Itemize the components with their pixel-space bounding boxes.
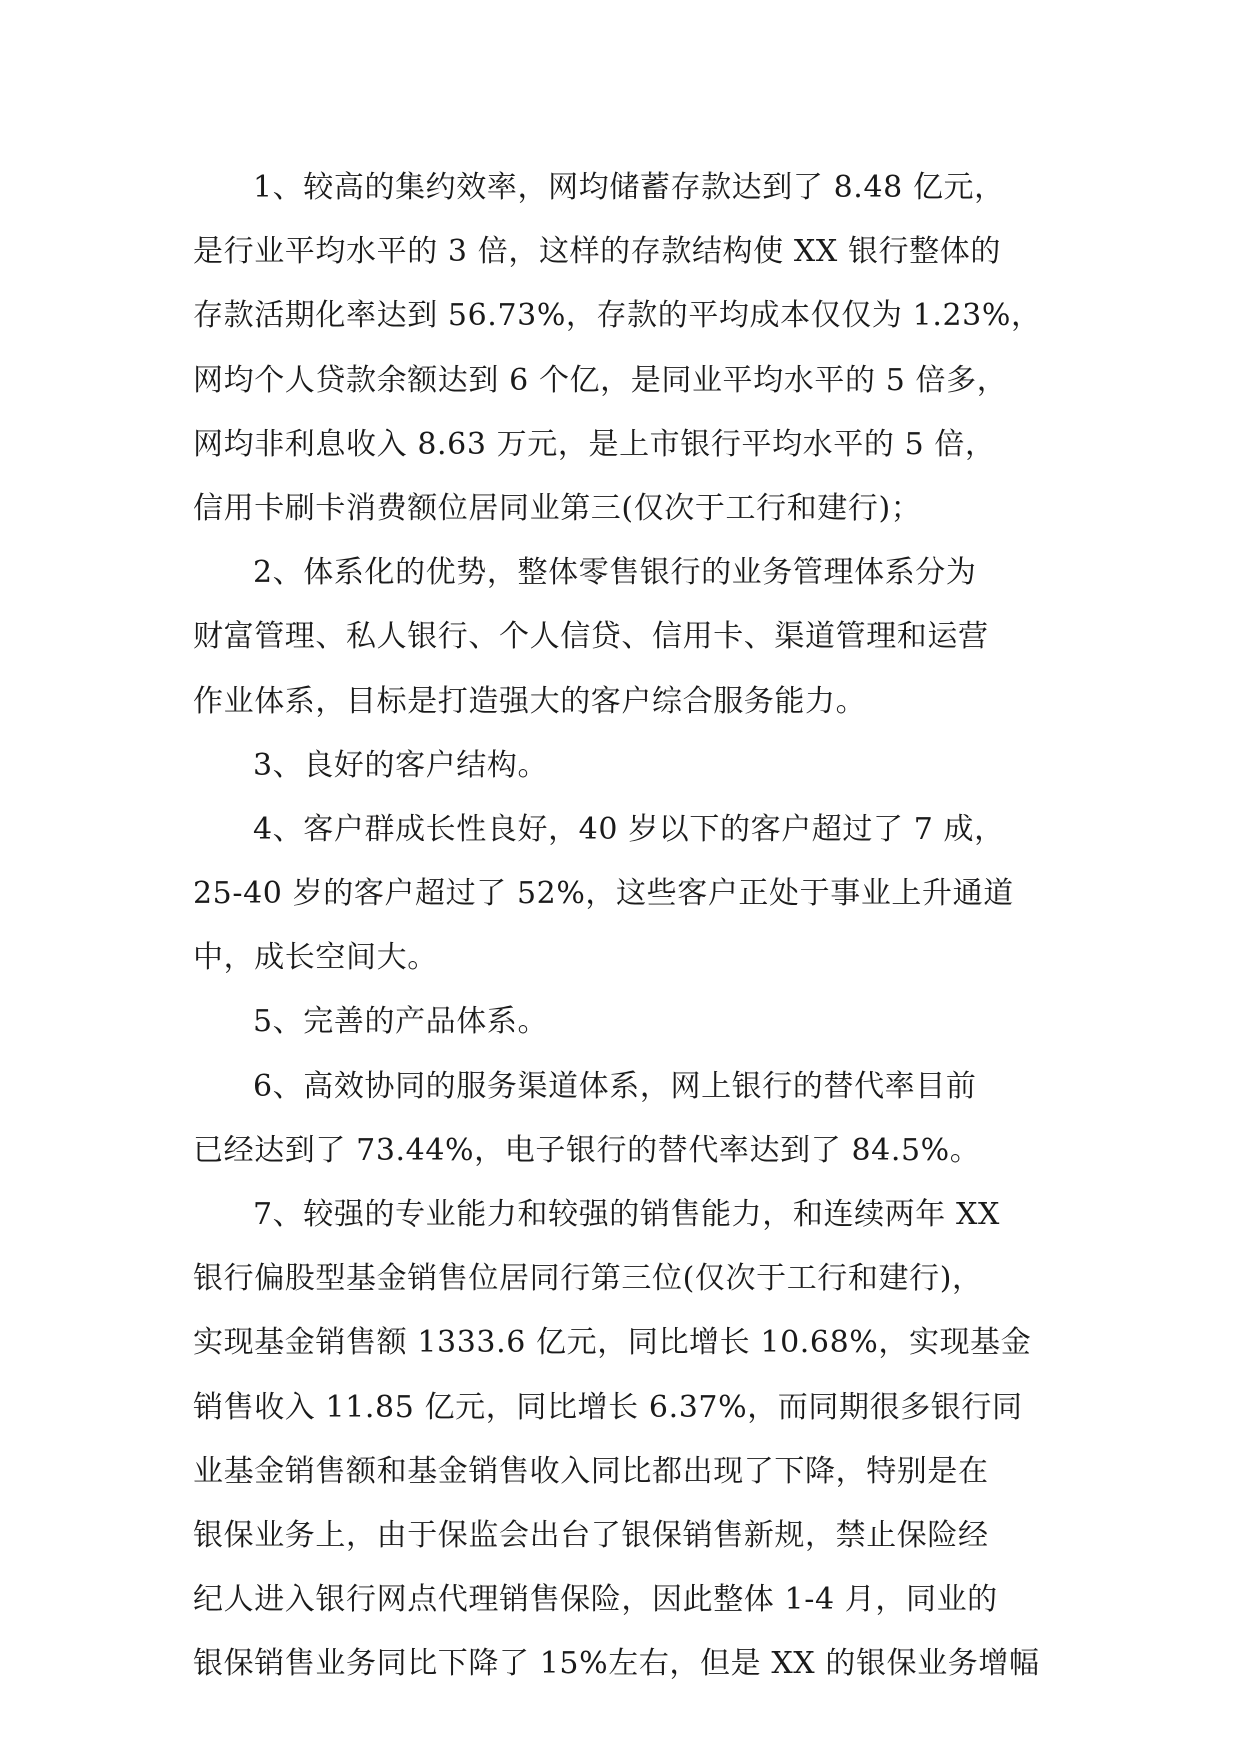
text-line: 实现基金销售额 1333.6 亿元，同比增长 10.68%，实现基金: [193, 1325, 1032, 1361]
text-line: 已经达到了 73.44%，电子银行的替代率达到了 84.5%。: [193, 1132, 981, 1168]
text-line: 财富管理、私人银行、个人信贷、信用卡、渠道管理和运营: [193, 619, 989, 655]
text-line: 是行业平均水平的 3 倍，这样的存款结构使 XX 银行整体的: [193, 234, 1001, 270]
text-line: 存款活期化率达到 56.73%，存款的平均成本仅仅为 1.23%，: [193, 298, 1042, 334]
text-line: 2、体系化的优势，整体零售银行的业务管理体系分为: [253, 555, 977, 591]
text-line: 网均非利息收入 8.63 万元，是上市银行平均水平的 5 倍，: [193, 426, 996, 462]
text-line: 业基金销售额和基金销售收入同比都出现了下降，特别是在: [193, 1453, 989, 1489]
text-line: 信用卡刷卡消费额位居同业第三(仅次于工行和建行)；: [193, 490, 922, 526]
text-line: 网均个人贷款余额达到 6 个亿，是同业平均水平的 5 倍多，: [193, 362, 1008, 398]
text-line: 7、较强的专业能力和较强的销售能力，和连续两年 XX: [253, 1197, 1000, 1232]
text-line: 作业体系，目标是打造强大的客户综合服务能力。: [193, 683, 867, 719]
text-line: 5、完善的产品体系。: [253, 1004, 549, 1040]
body-text: [193, 156, 1063, 1697]
text-line: 销售收入 11.85 亿元，同比增长 6.37%，而同期很多银行同: [193, 1389, 1023, 1425]
text-line: 4、客户群成长性良好，40 岁以下的客户超过了 7 成，: [253, 811, 1005, 847]
text-line: 中，成长空间大。: [193, 940, 438, 976]
text-line: 银保销售业务同比下降了 15%左右，但是 XX 的银保业务增幅: [193, 1646, 1040, 1682]
text-line: 3、良好的客户结构。: [253, 747, 549, 783]
text-line: 1、较高的集约效率，网均储蓄存款达到了 8.48 亿元，: [253, 170, 1005, 205]
text-line: 25-40 岁的客户超过了 52%，这些客户正处于事业上升通道: [193, 876, 1014, 912]
text-line: 银行偏股型基金销售位居同行第三位(仅次于工行和建行)，: [193, 1261, 983, 1297]
text-line: 6、高效协同的服务渠道体系，网上银行的替代率目前: [253, 1068, 977, 1104]
text-line: 纪人进入银行网点代理销售保险，因此整体 1-4 月，同业的: [193, 1582, 998, 1618]
text-line: 银保业务上，由于保监会出台了银保销售新规，禁止保险经: [193, 1517, 989, 1553]
